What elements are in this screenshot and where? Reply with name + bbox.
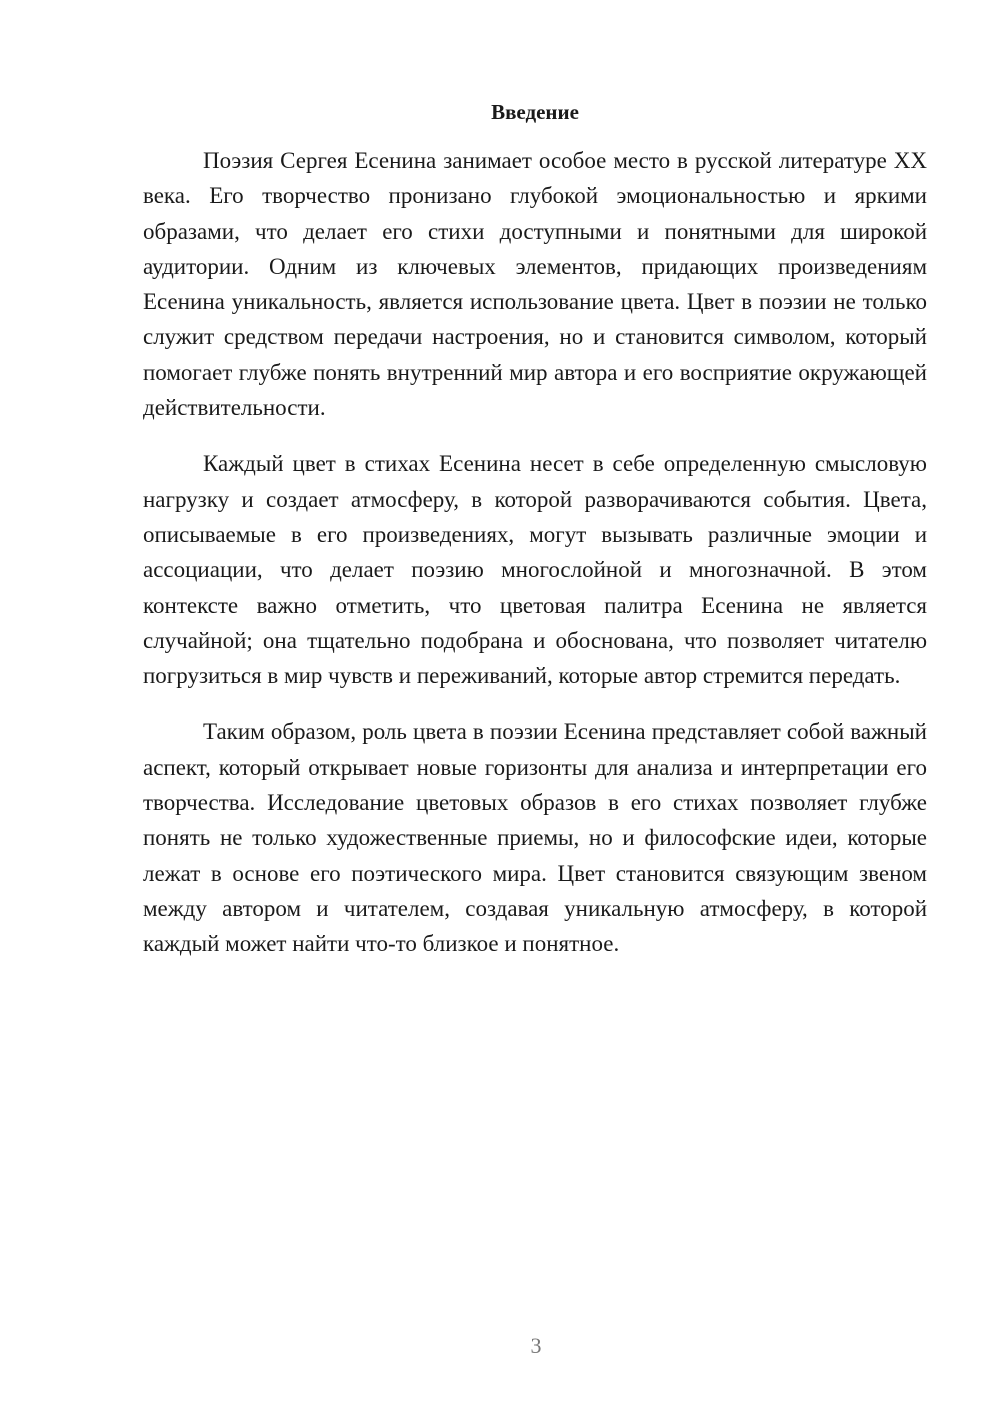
page-number: 3: [530, 1333, 542, 1358]
paragraph-1: Поэзия Сергея Есенина занимает особое место в русской литературе XX века. Его творчество пронизано глубокой эмоциональностью и яркими образами, что делает его стихи доступными и понятными для широкой аудитории. Одним из ключевых элементов, придающих произведениям Есенина уникальность, является использование цвета. Цвет в поэзии не только служит средством передачи настроения, но и становится символом, который помогает глубже понять внутренний мир автора и его восприятие окружающей действительности.: [143, 148, 927, 421]
body-text: [143, 143, 927, 983]
paragraph-3: Таким образом, роль цвета в поэзии Есенина представляет собой важный аспект, который открывает новые горизонты для анализа и интерпретации его творчества. Исследование цветовых образов в его стихах позволяет глубже понять не только художественные приемы, но и философские идеи, которые лежат в основе его поэтического мира. Цвет становится связующим звеном между автором и читателем, создавая уникальную атмосферу, в которой каждый может найти что-то близкое и понятное.: [143, 719, 927, 957]
section-title: Введение: [491, 100, 579, 124]
paragraph-2: Каждый цвет в стихах Есенина несет в себе определенную смысловую нагрузку и создает атмосферу, в которой разворачиваются события. Цвета, описываемые в его произведениях, могут вызывать различные эмоции и ассоциации, что делает поэзию многослойной и многозначной. В этом контексте важно отметить, что цветовая палитра Есенина не является случайной; она тщательно подобрана и обоснована, что позволяет читателю погрузиться в мир чувств и переживаний, которые автор стремится передать.: [143, 451, 927, 689]
